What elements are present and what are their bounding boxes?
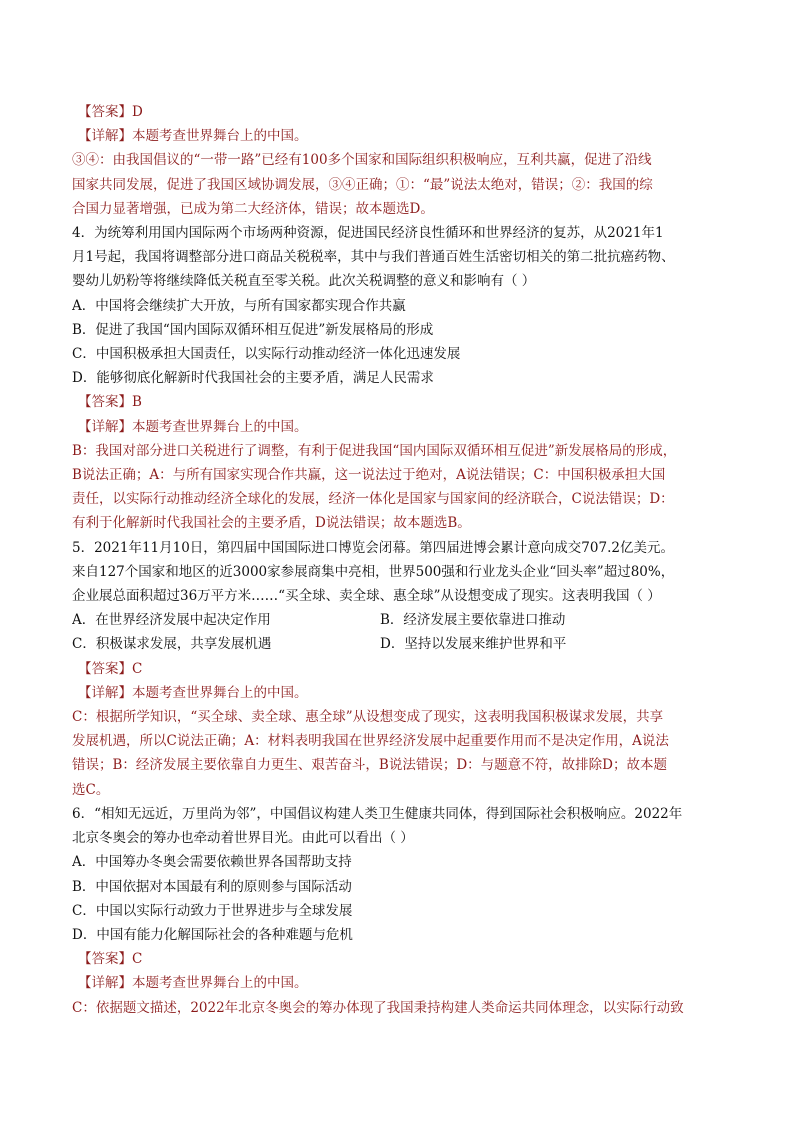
answer-label: 【答案】C [78, 660, 143, 677]
detail-line: ③④：由我国倡议的“一带一路”已经有100多个国家和国际组织积极响应，互利共赢，促进了沿线 [72, 152, 652, 169]
question-6 [72, 802, 727, 1020]
detail-heading: 【详解】本题考查世界舞台上的中国。 [78, 128, 308, 145]
option-d: D．能够彻底化解新时代我国社会的主要矛盾，满足人民需求 [72, 370, 434, 387]
option-c: C．积极谋求发展，共享发展机遇 [72, 636, 272, 653]
option-b: B．经济发展主要依靠进口推动 [380, 612, 566, 629]
option-c: C．中国以实际行动致力于世界进步与全球发展 [72, 902, 353, 919]
question-stem-line: 6．“相知无远近，万里尚为邻”，中国倡议构建人类卫生健康共同体，得到国际社会积极响应。2022年 [72, 805, 683, 822]
question-stem-line: 4．为统筹利用国内国际两个市场两种资源，促进国民经济良性循环和世界经济的复苏，从2021年1 [72, 225, 664, 242]
option-a: A．中国将会继续扩大开放，与所有国家都实现合作共赢 [72, 297, 406, 314]
detail-heading: 【详解】本题考查世界舞台上的中国。 [78, 975, 308, 992]
option-d: D．中国有能力化解国际社会的各种难题与危机 [72, 926, 353, 943]
detail-line: 责任，以实际行动推动经济全球化的发展，经济一体化是国家与国家间的经济联合，C说法错误；D： [72, 491, 674, 508]
detail-line: 合国力显著增强，已成为第二大经济体，错误；故本题选D。 [72, 200, 434, 217]
question-stem-line: 婴幼儿奶粉等将继续降低关税直至零关税。此次关税调整的意义和影响有（ ） [72, 273, 536, 290]
answer-label: 【答案】B [78, 394, 142, 411]
detail-line: C：依据题文描述，2022年北京冬奥会的筹办体现了我国秉持构建人类命运共同体理念，以实际行动致 [72, 999, 684, 1016]
answer-label: 【答案】C [78, 951, 143, 968]
option-a: A．中国筹办冬奥会需要依赖世界各国帮助支持 [72, 854, 352, 871]
question-stem-line: 企业展总面积超过36万平方米……“买全球、卖全球、惠全球”从设想变成了现实。这表明我国（ ） [72, 588, 661, 605]
option-d: D．坚持以发展来维护世界和平 [380, 636, 567, 653]
question-stem-line: 5．2021年11月10日，第四届中国国际进口博览会闭幕。第四届进博会累计意向成交707.2亿美元。 [72, 539, 674, 556]
detail-line: 错误；B：经济发展主要依靠自力更生、艰苦奋斗，B说法错误；D：与题意不符，故排除D；故本题 [72, 757, 667, 774]
options-row [72, 632, 727, 656]
detail-line: C：根据所学知识，“买全球、卖全球、惠全球”从设想变成了现实，这表明我国积极谋求发展，共享 [72, 709, 664, 726]
detail-line: 国家共同发展，促进了我国区域协调发展，③④正确；①：“最”说法太绝对，错误；②：我国的综 [72, 176, 653, 193]
options-row [72, 608, 727, 632]
option-b: B．促进了我国“国内国际双循环相互促进”新发展格局的形成 [72, 321, 434, 338]
detail-line: 发展机遇，所以C说法正确；A：材料表明我国在世界经济发展中起重要作用而不是决定作用，A说法 [72, 733, 669, 750]
answer-label: 【答案】D [78, 104, 143, 120]
question-stem-line: 来自127个国家和地区的近3000家参展商集中亮相，世界500强和行业龙头企业“回头率”超过80%， [72, 563, 675, 580]
detail-line: 选C。 [72, 781, 110, 798]
question-stem-line: 北京冬奥会的筹办也牵动着世界目光。由此可以看出（ ） [72, 830, 414, 847]
detail-heading: 【详解】本题考查世界舞台上的中国。 [78, 684, 308, 701]
detail-line: B：我国对部分进口关税进行了调整，有利于促进我国“国内国际双循环相互促进”新发展格局的形成， [72, 442, 677, 459]
detail-line: 有利于化解新时代我国社会的主要矛盾，D说法错误；故本题选B。 [72, 515, 471, 532]
question-stem-line: 月1号起，我国将调整部分进口商品关税税率，其中与我们普通百姓生活密切相关的第二批抗癌药物、 [72, 249, 675, 266]
detail-heading: 【详解】本题考查世界舞台上的中国。 [78, 418, 308, 435]
question-3-solution [72, 100, 727, 221]
question-4 [72, 221, 727, 536]
page-content [72, 100, 727, 1020]
option-a: A．在世界经济发展中起决定作用 [72, 612, 271, 629]
detail-line: B说法正确；A：与所有国家实现合作共赢，这一说法过于绝对，A说法错误；C：中国积极承担大国 [72, 467, 666, 484]
question-5 [72, 536, 727, 802]
option-c: C．中国积极承担大国责任，以实际行动推动经济一体化迅速发展 [72, 346, 461, 363]
option-b: B．中国依据对本国最有利的原则参与国际活动 [72, 878, 352, 895]
